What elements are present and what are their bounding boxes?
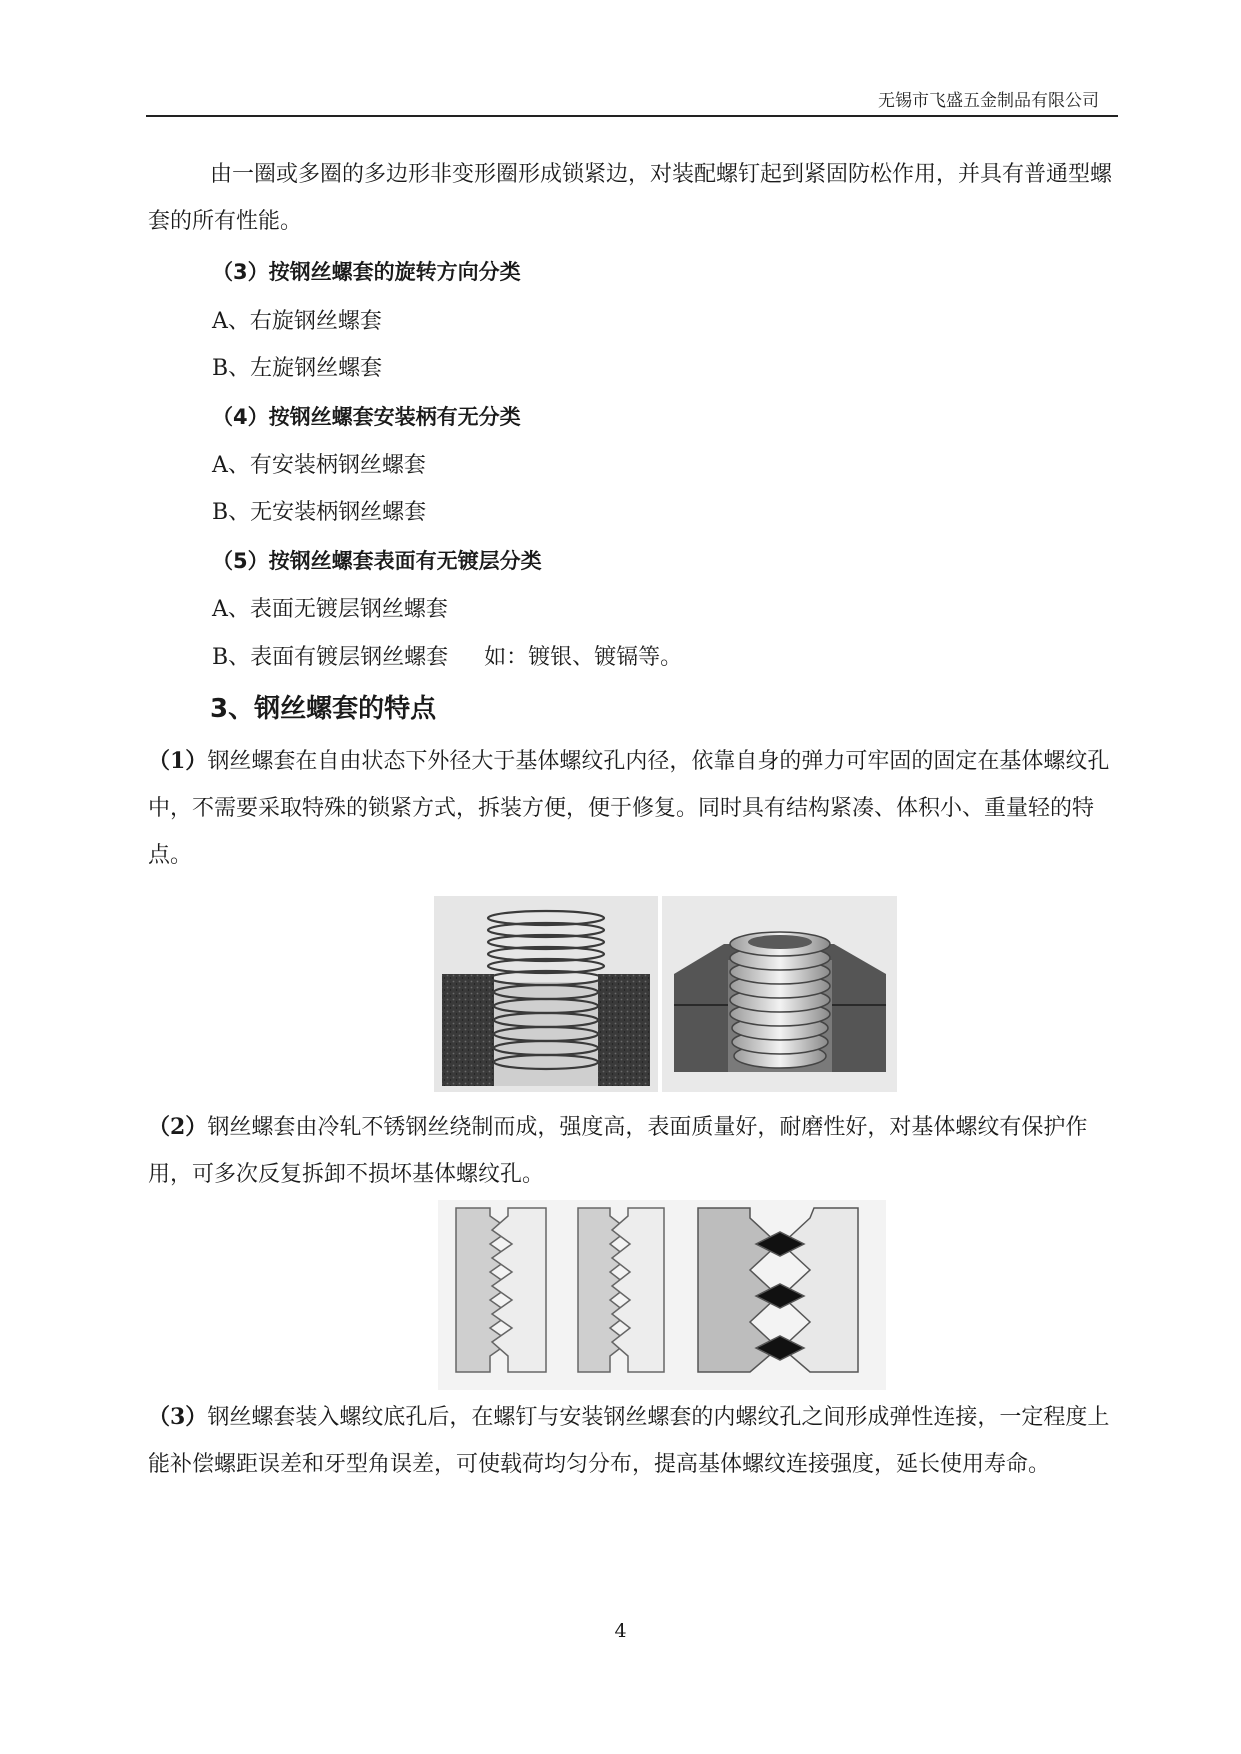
page-number: 4 xyxy=(614,1620,627,1642)
list-item: B、无安装柄钢丝螺套 xyxy=(212,500,427,525)
insert-in-section-photo xyxy=(434,896,658,1092)
point-text: 钢丝螺套在自由状态下外径大于基体螺纹孔内径，依靠自身的弹力可牢固的固定在基体螺纹孔中，不需要采取特殊的锁紧方式，拆装方便，便于修复。同时具有结构紧凑、体积小、重量轻的特点。 xyxy=(148,749,1110,868)
list-item: B、左旋钢丝螺套 xyxy=(212,356,383,381)
list-item: A、表面无镀层钢丝螺套 xyxy=(212,597,448,622)
list-item: A、右旋钢丝螺套 xyxy=(212,309,382,334)
list-item-text: B、表面有镀层钢丝螺套 xyxy=(212,645,449,670)
section-title: 3、钢丝螺套的特点 xyxy=(210,694,437,724)
feature-paragraph-3 xyxy=(148,1394,1116,1488)
thread-profile-b xyxy=(578,1208,664,1372)
subheading-handle: （4）按钢丝螺套安装柄有无分类 xyxy=(212,405,521,429)
header-rule xyxy=(146,115,1118,117)
thread-profile-a xyxy=(456,1208,546,1372)
list-item-note: 如：镀银、镀镉等。 xyxy=(484,645,683,670)
thread-profile-with-insert xyxy=(698,1208,858,1372)
subheading-coating: （5）按钢丝螺套表面有无镀层分类 xyxy=(212,549,542,573)
point-number: （1） xyxy=(148,748,208,774)
thread-profile-diagram xyxy=(438,1200,886,1390)
feature-paragraph-1 xyxy=(148,738,1116,879)
point-number: （3） xyxy=(148,1404,208,1430)
point-text: 钢丝螺套由冷轧不锈钢丝绕制而成，强度高，表面质量好，耐磨性好，对基体螺纹有保护作用，可多次反复拆卸不损坏基体螺纹孔。 xyxy=(148,1115,1088,1187)
thread-insert-photo-figure xyxy=(434,896,897,1092)
intro-paragraph: 由一圈或多圈的多边形非变形圈形成锁紧边，对装配螺钉起到紧固防松作用，并具有普通型螺套的所有性能。 xyxy=(148,162,1113,234)
list-item-with-note xyxy=(212,643,682,673)
subheading-rotation: （3）按钢丝螺套的旋转方向分类 xyxy=(212,260,521,284)
list-item: A、有安装柄钢丝螺套 xyxy=(212,453,426,478)
insert-in-nut-photo xyxy=(662,896,897,1092)
point-text: 钢丝螺套装入螺纹底孔后，在螺钉与安装钢丝螺套的内螺纹孔之间形成弹性连接，一定程度上能补偿螺距误差和牙型角误差，可使载荷均匀分布，提高基体螺纹连接强度，延长使用寿命。 xyxy=(148,1405,1110,1477)
feature-paragraph-2 xyxy=(148,1104,1116,1198)
point-number: （2） xyxy=(148,1114,208,1140)
header-company-name: 无锡市飞盛五金制品有限公司 xyxy=(878,91,1099,111)
